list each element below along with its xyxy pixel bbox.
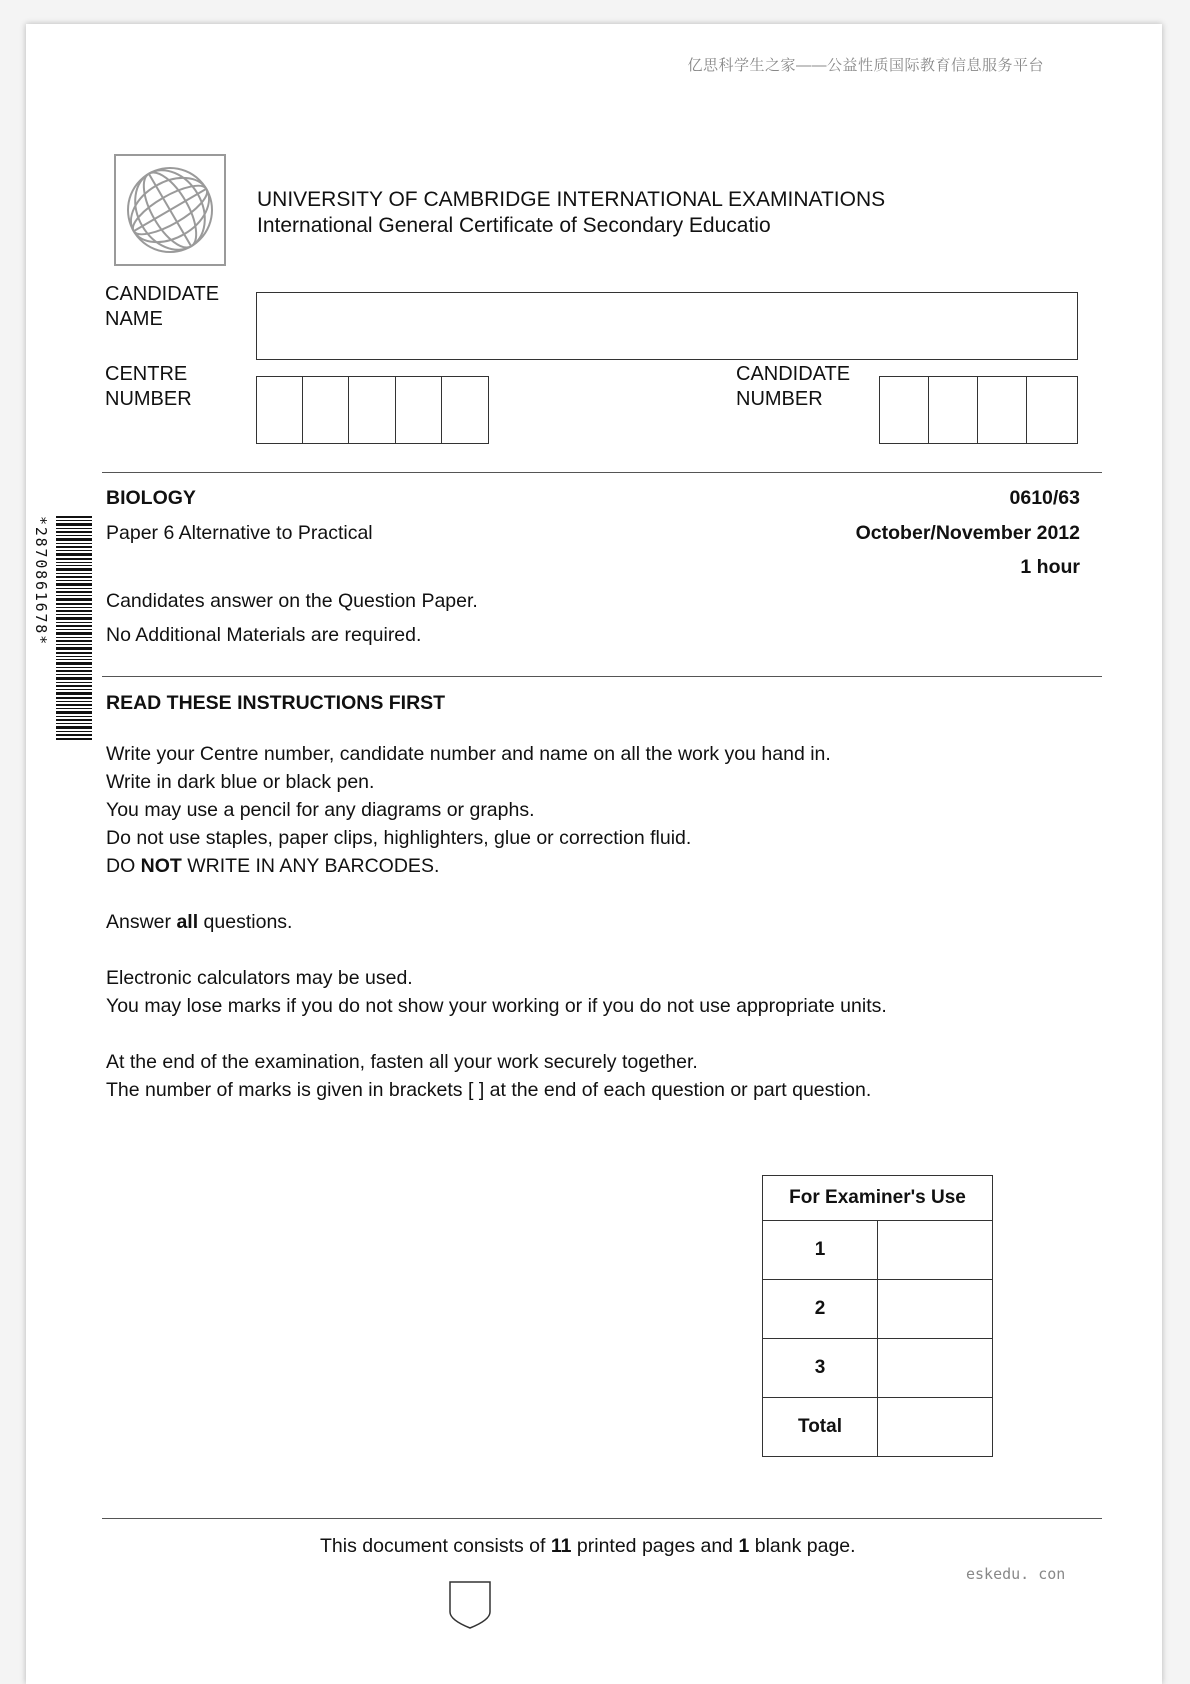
- instruction-line: Write your Centre number, candidate number and name on all the work you hand in.: [106, 743, 831, 765]
- page-count-note: This document consists of 11 printed pages and 1 blank page.: [320, 1535, 856, 1557]
- mark-cell[interactable]: [878, 1339, 993, 1398]
- centre-digit-box[interactable]: [349, 377, 395, 443]
- centre-number-field[interactable]: [256, 376, 489, 444]
- instruction-line: Do not use staples, paper clips, highlighters, glue or correction fluid.: [106, 827, 692, 849]
- instruction-line: Electronic calculators may be used.: [106, 967, 413, 989]
- materials-line-1: Candidates answer on the Question Paper.: [106, 590, 478, 612]
- watermark-text: 亿思科学生之家——公益性质国际教育信息服务平台: [687, 57, 1044, 74]
- cambridge-globe-logo: [114, 154, 226, 266]
- question-number: 1: [763, 1221, 878, 1280]
- examiner-use-table: [762, 1175, 993, 1457]
- table-row: [763, 1280, 993, 1339]
- centre-number-label: CENTRE NUMBER: [105, 363, 192, 410]
- centre-digit-box[interactable]: [257, 377, 303, 443]
- materials-line-2: No Additional Materials are required.: [106, 624, 422, 646]
- paper-code: 0610/63: [1009, 487, 1080, 509]
- candidate-name-label: CANDIDATE NAME: [105, 283, 220, 330]
- candidate-digit-box[interactable]: [978, 377, 1027, 443]
- divider: [102, 676, 1102, 677]
- instructions-heading: READ THESE INSTRUCTIONS FIRST: [106, 692, 446, 714]
- paper-title: Paper 6 Alternative to Practical: [106, 522, 373, 544]
- instruction-line: Answer all questions.: [106, 911, 293, 933]
- shield-icon: [448, 1580, 492, 1630]
- question-number: 2: [763, 1280, 878, 1339]
- centre-digit-box[interactable]: [396, 377, 442, 443]
- divider: [102, 1518, 1102, 1519]
- qualification-heading: International General Certificate of Secondary Educatio: [257, 214, 771, 237]
- total-label: Total: [763, 1398, 878, 1457]
- instructions-block: [106, 740, 887, 1104]
- instruction-line: You may use a pencil for any diagrams or graphs.: [106, 799, 535, 821]
- examiner-table-title: For Examiner's Use: [763, 1176, 993, 1221]
- centre-digit-box[interactable]: [442, 377, 488, 443]
- candidate-name-field[interactable]: [256, 292, 1078, 360]
- divider: [102, 472, 1102, 473]
- instruction-line: DO NOT WRITE IN ANY BARCODES.: [106, 855, 440, 877]
- candidate-number-label: CANDIDATE NUMBER: [736, 363, 851, 410]
- exam-duration: 1 hour: [1020, 556, 1080, 578]
- question-number: 3: [763, 1339, 878, 1398]
- barcode-image: [56, 516, 92, 740]
- instruction-line: At the end of the examination, fasten all your work securely together.: [106, 1051, 698, 1073]
- globe-icon: [116, 156, 224, 264]
- exam-session: October/November 2012: [855, 522, 1080, 544]
- candidate-digit-box[interactable]: [929, 377, 978, 443]
- university-heading: UNIVERSITY OF CAMBRIDGE INTERNATIONAL EXAMINATIONS: [257, 188, 886, 211]
- table-row: [763, 1398, 993, 1457]
- exam-paper-page: [26, 24, 1162, 1684]
- candidate-number-field[interactable]: [879, 376, 1078, 444]
- subject-title: BIOLOGY: [106, 487, 196, 509]
- candidate-digit-box[interactable]: [880, 377, 929, 443]
- instruction-line: Write in dark blue or black pen.: [106, 771, 375, 793]
- centre-digit-box[interactable]: [303, 377, 349, 443]
- site-watermark: eskedu. con: [966, 1565, 1066, 1583]
- table-row: [763, 1339, 993, 1398]
- barcode-digits: *2870861678*: [32, 516, 50, 646]
- instruction-line: The number of marks is given in brackets [ ] at the end of each question or part question.: [106, 1079, 872, 1101]
- mark-cell[interactable]: [878, 1221, 993, 1280]
- table-row: [763, 1221, 993, 1280]
- instruction-line: You may lose marks if you do not show your working or if you do not use appropriate units.: [106, 995, 887, 1017]
- candidate-digit-box[interactable]: [1027, 377, 1076, 443]
- mark-cell[interactable]: [878, 1280, 993, 1339]
- mark-cell[interactable]: [878, 1398, 993, 1457]
